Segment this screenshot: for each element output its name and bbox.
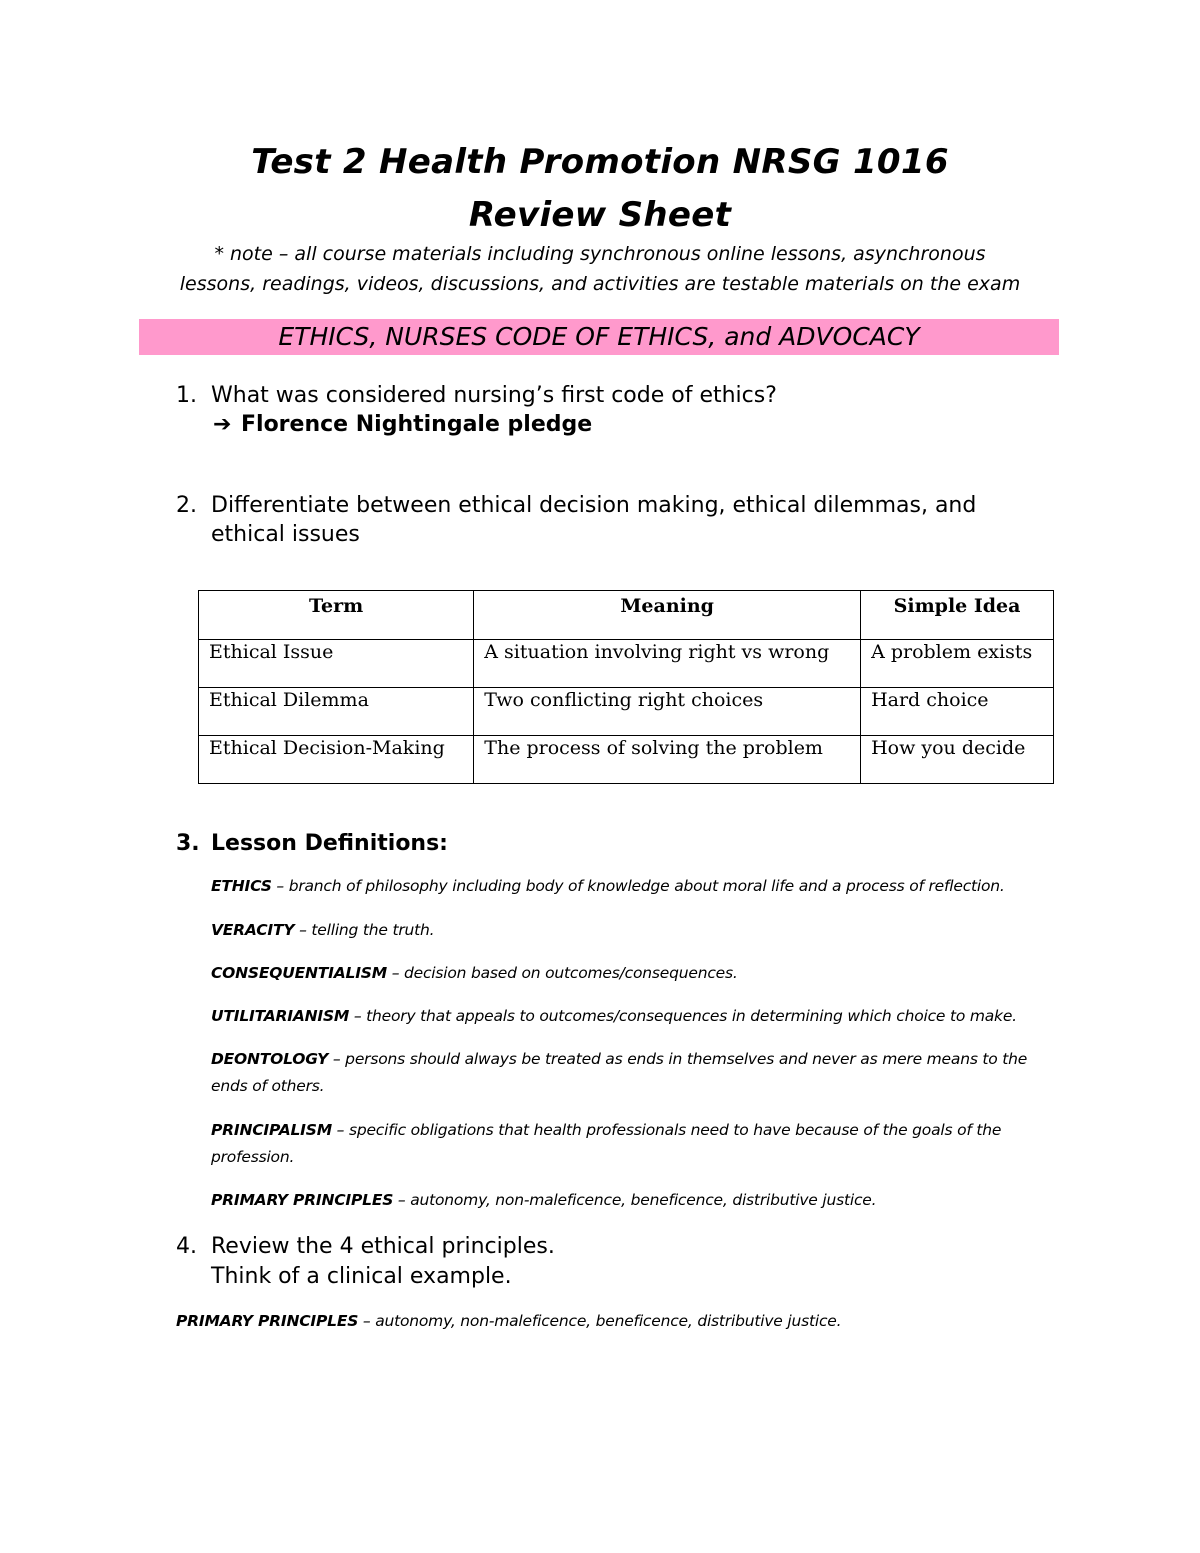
definition-text-continued: profession. xyxy=(211,1148,295,1166)
definition-text: – branch of philosophy including body of knowledge about moral life and a process of reflection. xyxy=(271,877,1005,895)
definition-deontology xyxy=(211,1046,1071,1100)
definition-utilitarianism xyxy=(211,1003,1071,1030)
cell-term: Ethical Dilemma xyxy=(199,688,474,736)
question-4-followup xyxy=(176,1308,1036,1335)
cell-simple-idea: Hard choice xyxy=(861,688,1054,736)
definition-primary-principles xyxy=(211,1187,1071,1214)
cell-term: Ethical Issue xyxy=(199,640,474,688)
question-2-number: 2. xyxy=(176,493,197,518)
table-row xyxy=(199,736,1054,784)
definition-term: ETHICS xyxy=(211,877,272,895)
cell-simple-idea: A problem exists xyxy=(861,640,1054,688)
definition-veracity xyxy=(211,917,1071,944)
question-1-answer xyxy=(213,410,592,439)
definition-term: VERACITY xyxy=(211,921,295,939)
header-meaning: Meaning xyxy=(474,591,861,640)
note-line-1: * note – all course materials including synchronous online lessons, asynchronous xyxy=(214,243,986,265)
definition-term: PRIMARY PRINCIPLES xyxy=(211,1191,394,1209)
document-subtitle: Review Sheet xyxy=(468,195,732,235)
header-term: Term xyxy=(199,591,474,640)
ethics-terms-table xyxy=(198,590,1054,784)
definition-term: CONSEQUENTIALISM xyxy=(211,964,387,982)
definition-term: PRIMARY PRINCIPLES xyxy=(176,1312,359,1330)
question-4-number: 4. xyxy=(176,1234,197,1259)
document-title: Test 2 Health Promotion NRSG 1016 xyxy=(251,142,949,182)
definition-text: – specific obligations that health professionals need to have because of the goals of the xyxy=(331,1121,1002,1139)
question-3-text: Lesson Definitions: xyxy=(211,831,448,856)
table-header-row xyxy=(199,591,1054,640)
cell-meaning: A situation involving right vs wrong xyxy=(474,640,861,688)
answer-text: Florence Nightingale pledge xyxy=(241,412,593,437)
cell-simple-idea: How you decide xyxy=(861,736,1054,784)
question-4-text-line-2: Think of a clinical example. xyxy=(211,1264,512,1289)
question-3-number: 3. xyxy=(176,831,200,856)
definition-term: DEONTOLOGY xyxy=(211,1050,329,1068)
question-2-text-line-1: Differentiate between ethical decision making, ethical dilemmas, and xyxy=(211,493,977,518)
definition-text-continued: ends of others. xyxy=(211,1077,325,1095)
note-line-2: lessons, readings, videos, discussions, and activities are testable materials on the exam xyxy=(179,273,1021,295)
right-arrow-icon: ➔ xyxy=(213,412,232,437)
definition-text: – telling the truth. xyxy=(294,921,435,939)
table-row xyxy=(199,640,1054,688)
definition-ethics xyxy=(211,873,1071,900)
section-banner: ETHICS, NURSES CODE OF ETHICS, and ADVOCACY xyxy=(139,319,1059,355)
definition-text: – theory that appeals to outcomes/consequences in determining which choice to make. xyxy=(349,1007,1017,1025)
definition-text: – autonomy, non-maleficence, beneficence, distributive justice. xyxy=(358,1312,842,1330)
question-4-text-line-1: Review the 4 ethical principles. xyxy=(211,1234,555,1259)
definition-principalism xyxy=(211,1117,1071,1171)
definition-term: PRINCIPALISM xyxy=(211,1121,332,1139)
question-1-number: 1. xyxy=(176,383,197,408)
definition-text: – decision based on outcomes/consequences. xyxy=(386,964,738,982)
header-simple-idea: Simple Idea xyxy=(861,591,1054,640)
definition-text: – autonomy, non-maleficence, beneficence, distributive justice. xyxy=(393,1191,877,1209)
question-1-text: What was considered nursing’s first code of ethics? xyxy=(211,383,777,408)
definition-consequentialism xyxy=(211,960,1071,987)
cell-meaning: The process of solving the problem xyxy=(474,736,861,784)
definition-term: UTILITARIANISM xyxy=(211,1007,350,1025)
table-row xyxy=(199,688,1054,736)
cell-term: Ethical Decision-Making xyxy=(199,736,474,784)
question-2-text-line-2: ethical issues xyxy=(211,522,360,547)
definition-text: – persons should always be treated as ends in themselves and never as mere means to the xyxy=(328,1050,1028,1068)
cell-meaning: Two conflicting right choices xyxy=(474,688,861,736)
